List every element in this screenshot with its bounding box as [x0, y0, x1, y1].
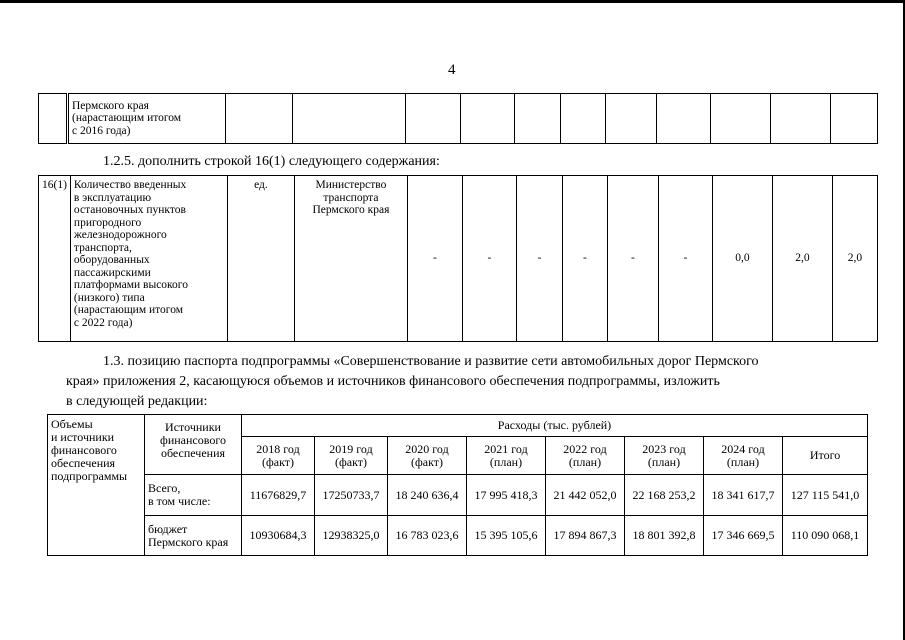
column-header: 2023 год (план) — [625, 437, 704, 475]
page-number: 4 — [448, 62, 456, 78]
column-header: 2020 год (факт) — [388, 437, 467, 475]
column-header: 2018 год (факт) — [242, 437, 315, 475]
value-cell: - — [516, 176, 562, 342]
expenses-header: Расходы (тыс. рублей) — [242, 415, 868, 437]
paragraph-1-3 — [66, 352, 852, 412]
empty-cell — [406, 94, 461, 144]
value-cell: 110 090 068,1 — [783, 516, 868, 556]
value-cell: - — [562, 176, 607, 342]
value-cell: - — [607, 176, 658, 342]
value-cell: 18 801 392,8 — [625, 516, 704, 556]
empty-cell — [711, 94, 771, 144]
empty-cell — [293, 94, 406, 144]
column-header: Итого — [783, 437, 868, 475]
table-row — [48, 475, 868, 516]
column-header: 2024 год (план) — [704, 437, 783, 475]
paragraph-1-3-line-1: 1.3. позицию паспорта подпрограммы «Совершенствование и развитие сети автомобильных дорог Пермского — [103, 354, 759, 369]
value-cell: 17250733,7 — [315, 475, 388, 516]
value-cell: 10930684,3 — [242, 516, 315, 556]
empty-cell — [461, 94, 515, 144]
previous-table-fragment — [38, 93, 878, 144]
value-cell: 18 341 617,7 — [704, 475, 783, 516]
sources-header: Источники финансового обеспечения — [145, 415, 242, 475]
empty-cell — [226, 94, 293, 144]
value-cell: 18 240 636,4 — [388, 475, 467, 516]
value-cell: 11676829,7 — [242, 475, 315, 516]
indicator-cell: Пермского края (нарастающим итогом с 2016 года) — [68, 94, 226, 144]
value-cell: - — [658, 176, 712, 342]
source-cell: бюджет Пермского края — [145, 516, 242, 556]
column-header: 2019 год (факт) — [315, 437, 388, 475]
empty-cell — [561, 94, 606, 144]
value-cell: 17 894 867,3 — [546, 516, 625, 556]
column-header: 2021 год (план) — [467, 437, 546, 475]
finance-table — [47, 414, 868, 556]
paragraph-1-2-5: 1.2.5. дополнить строкой 16(1) следующего содержания: — [103, 154, 440, 169]
empty-cell — [771, 94, 831, 144]
value-cell: - — [407, 176, 462, 342]
value-cell: 16 783 023,6 — [388, 516, 467, 556]
empty-cell — [515, 94, 561, 144]
value-cell: 0,0 — [712, 176, 772, 342]
value-cell: 22 168 253,2 — [625, 475, 704, 516]
indicator-name: Количество введенных в эксплуатацию остановочных пунктов пригородного железнодорожного транспорта, оборудованных пассажирскими платформами высокого (низкого) типа (нарастающим итогом с 2022 года) — [70, 176, 227, 342]
value-cell: - — [462, 176, 516, 342]
value-cell: 2,0 — [832, 176, 877, 342]
value-cell: 12938325,0 — [315, 516, 388, 556]
value-cell: 21 442 052,0 — [546, 475, 625, 516]
finance-label: Объемы и источники финансового обеспечения подпрограммы — [48, 415, 145, 556]
empty-cell — [657, 94, 711, 144]
row-number: 16(1) — [39, 176, 71, 342]
unit-cell: ед. — [227, 176, 294, 342]
scan-top-edge — [0, 0, 905, 3]
value-cell: 15 395 105,6 — [467, 516, 546, 556]
value-cell: 17 995 418,3 — [467, 475, 546, 516]
source-cell: Всего, в том числе: — [145, 475, 242, 516]
value-cell: 127 115 541,0 — [783, 475, 868, 516]
value-cell: 2,0 — [772, 176, 832, 342]
responsible-cell: Министерство транспорта Пермского края — [294, 176, 407, 342]
paragraph-1-3-line-3: в следующей редакции: — [66, 394, 208, 409]
empty-cell — [606, 94, 657, 144]
row-16-1-table — [38, 175, 878, 342]
column-header: 2022 год (план) — [546, 437, 625, 475]
empty-cell — [831, 94, 878, 144]
table-row — [48, 516, 868, 556]
empty-cell — [39, 94, 68, 144]
value-cell: 17 346 669,5 — [704, 516, 783, 556]
paragraph-1-3-line-2: края» приложения 2, касающуюся объемов и источников финансового обеспечения подпрограммы, изложить — [66, 374, 720, 389]
